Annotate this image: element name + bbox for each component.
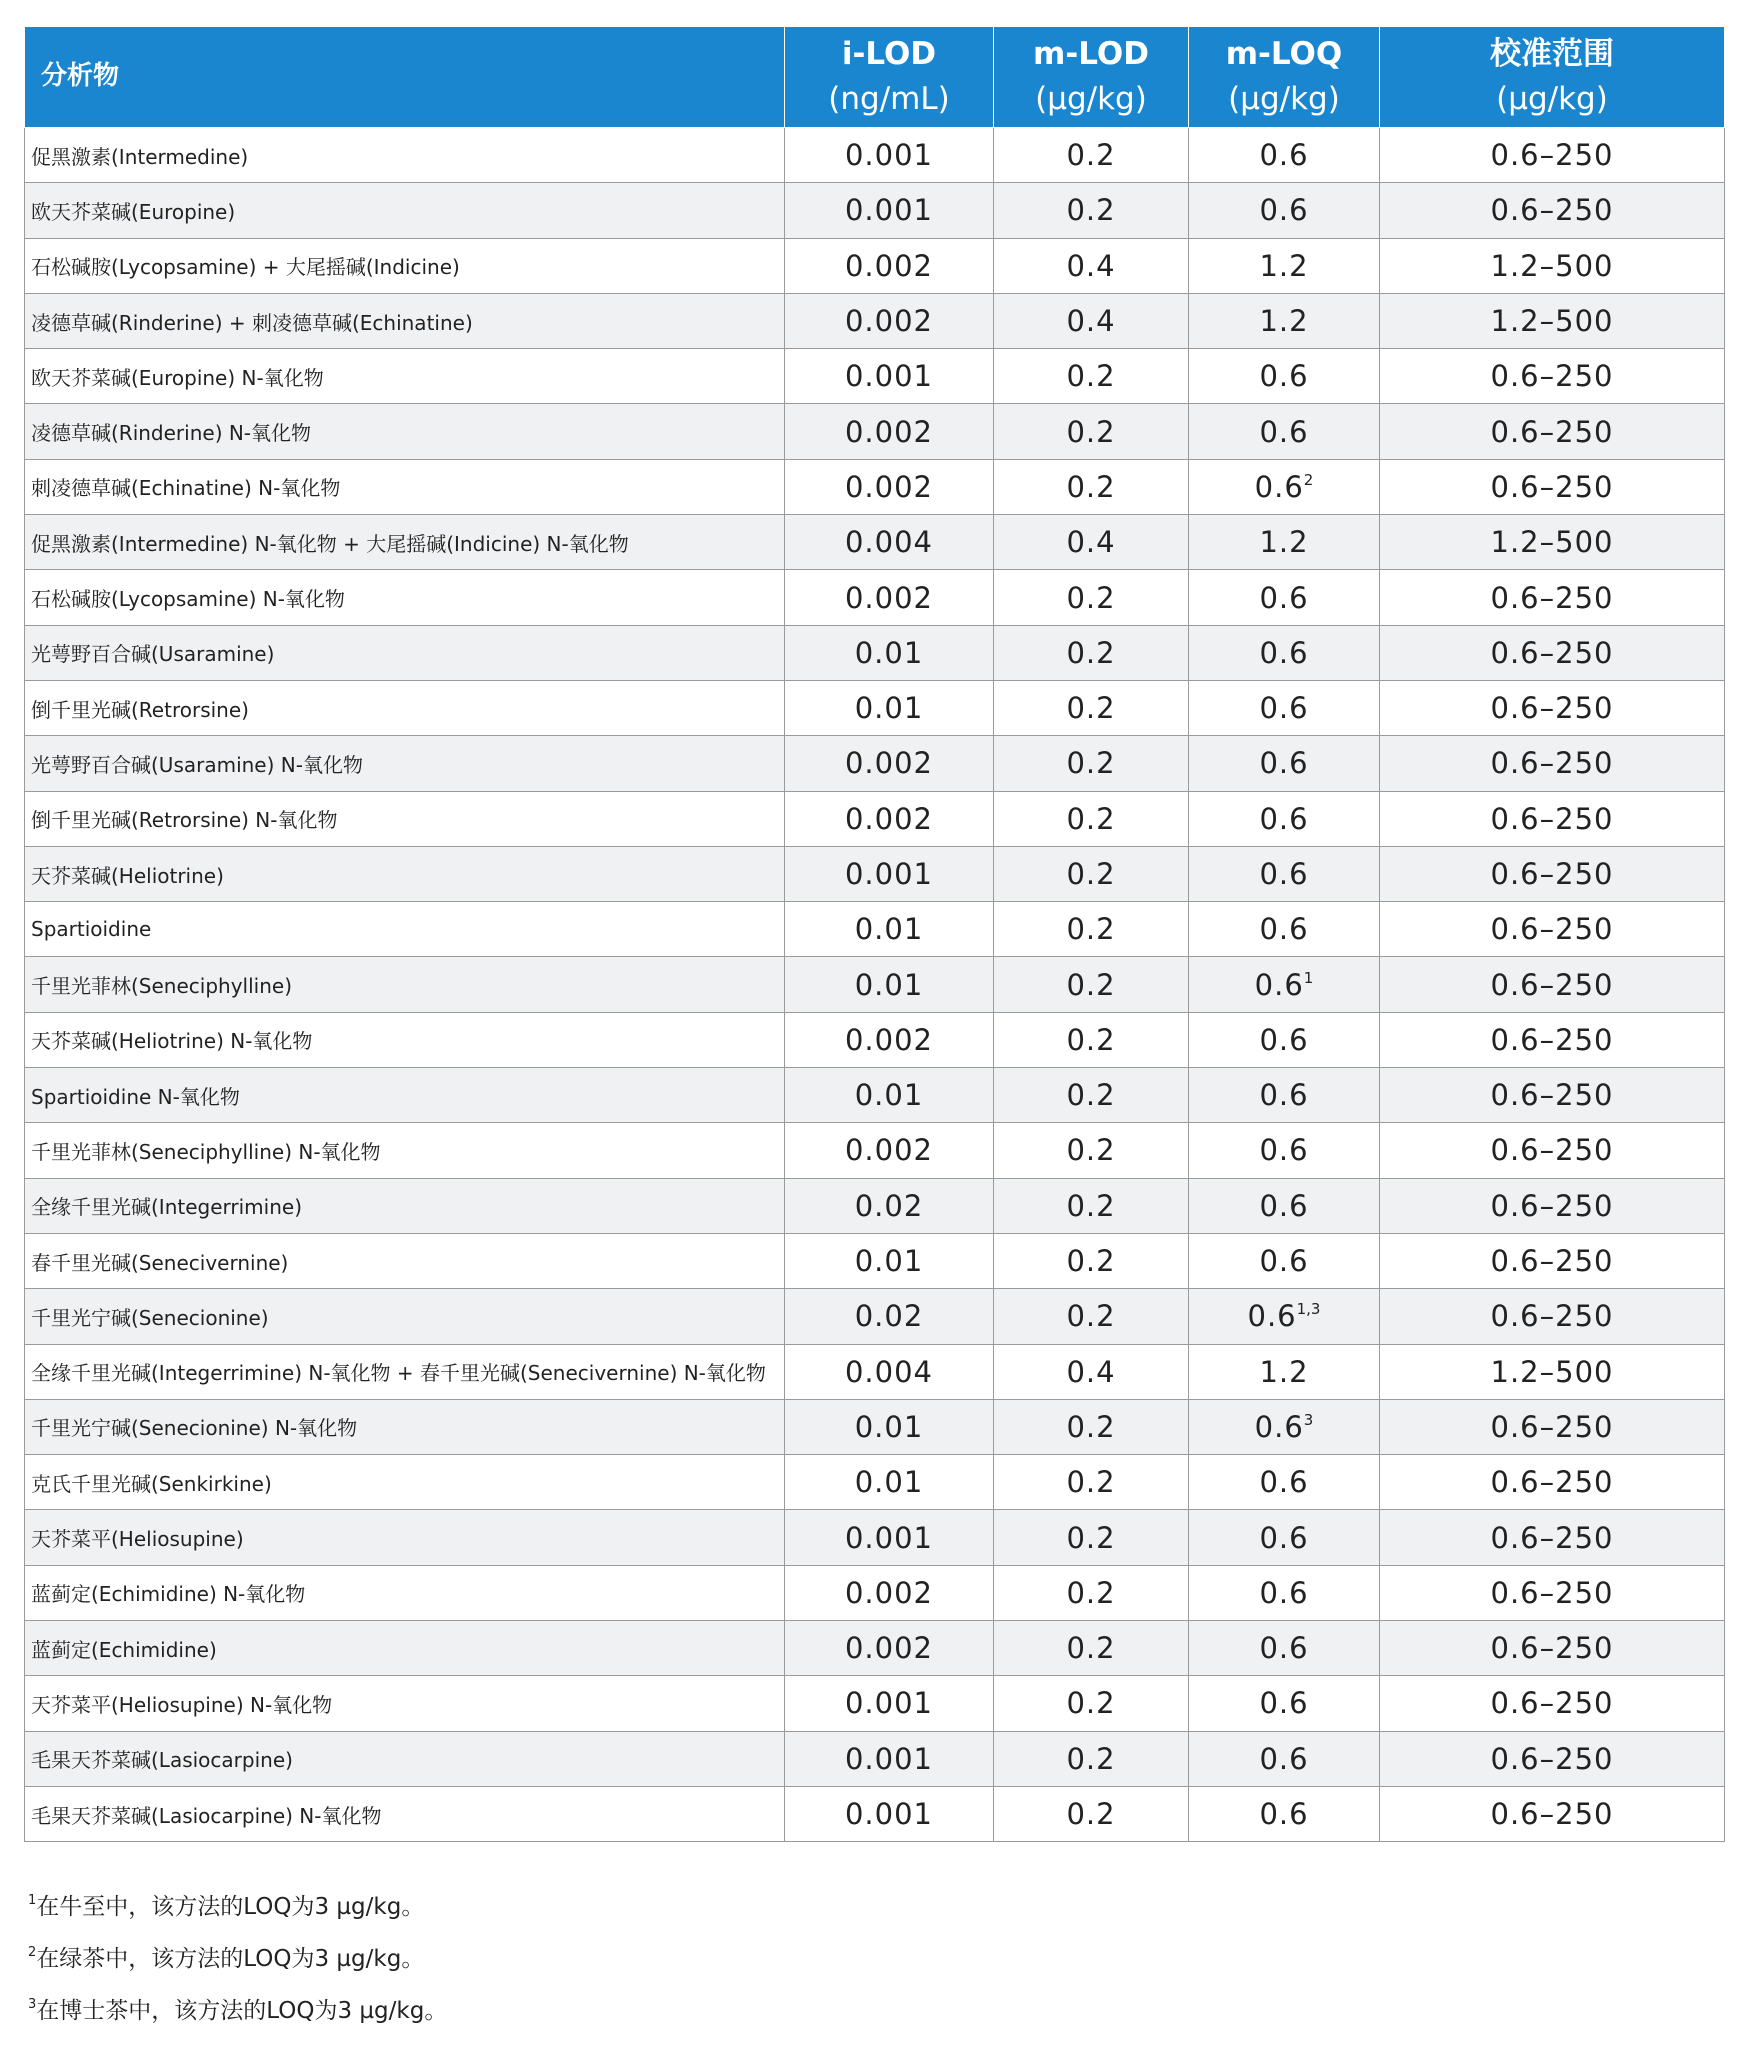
mloq-cell [1189,128,1380,183]
ilod-cell: 0.001 [785,846,994,901]
range-cell: 0.6–250 [1380,1178,1725,1233]
analyte-cell: Spartioidine [25,902,785,957]
mloq-cell [1189,404,1380,459]
mlod-cell: 0.2 [994,1233,1189,1288]
ilod-cell: 0.001 [785,1786,994,1841]
table-row [25,846,1725,901]
ilod-cell: 0.002 [785,791,994,846]
analyte-cell: 石松碱胺(Lycopsamine) N-氧化物 [25,570,785,625]
ilod-cell: 0.004 [785,1344,994,1399]
mloq-value: 0.6 [1259,1520,1309,1555]
mloq-cell [1189,1621,1380,1676]
ilod-cell: 0.01 [785,1233,994,1288]
results-table-container [24,26,1724,1842]
table-header [25,27,1725,128]
mloq-value: 1.2 [1259,248,1309,283]
header-range-unit: (µg/kg) [1496,81,1608,117]
header-analyte: 分析物 [25,27,785,128]
analyte-cell: 千里光菲林(Seneciphylline) [25,957,785,1012]
header-mloq-unit: (µg/kg) [1228,81,1340,117]
range-cell: 0.6–250 [1380,1455,1725,1510]
mloq-value: 0.6 [1259,1133,1309,1168]
range-cell: 0.6–250 [1380,404,1725,459]
range-cell: 0.6–250 [1380,625,1725,680]
analyte-cell: 欧天芥菜碱(Europine) [25,183,785,238]
header-ilod [785,27,994,128]
mlod-cell: 0.2 [994,957,1189,1012]
analyte-cell: 蓝蓟定(Echimidine) [25,1621,785,1676]
mloq-cell [1189,625,1380,680]
table-row [25,128,1725,183]
mloq-cell [1189,1344,1380,1399]
mloq-cell [1189,183,1380,238]
ilod-cell: 0.002 [785,1565,994,1620]
range-cell: 0.6–250 [1380,791,1725,846]
mloq-cell [1189,1565,1380,1620]
analyte-cell: 毛果天芥菜碱(Lasiocarpine) [25,1731,785,1786]
table-row [25,625,1725,680]
range-cell: 0.6–250 [1380,1676,1725,1731]
analyte-cell: 春千里光碱(Senecivernine) [25,1233,785,1288]
table-row [25,1233,1725,1288]
mlod-cell: 0.2 [994,459,1189,514]
ilod-cell: 0.002 [785,238,994,293]
analyte-cell: 天芥菜碱(Heliotrine) [25,846,785,901]
table-row [25,1621,1725,1676]
mloq-value: 0.6 [1259,857,1309,891]
mloq-cell [1189,1731,1380,1786]
mlod-cell: 0.2 [994,625,1189,680]
footnote-mark: 2 [28,1945,37,1960]
ilod-cell: 0.001 [785,128,994,183]
analyte-cell: 欧天芥菜碱(Europine) N-氧化物 [25,349,785,404]
mloq-value: 1.2 [1259,525,1309,560]
mlod-cell: 0.4 [994,1344,1189,1399]
mloq-cell [1189,1676,1380,1731]
analyte-cell: 凌德草碱(Rinderine) N-氧化物 [25,404,785,459]
mloq-value: 0.6 [1259,414,1309,449]
ilod-cell: 0.01 [785,1068,994,1123]
header-ilod-title: i-LOD [841,36,937,73]
mloq-cell [1189,957,1380,1012]
mlod-cell: 0.2 [994,404,1189,459]
analyte-cell: 光萼野百合碱(Usaramine) N-氧化物 [25,736,785,791]
mloq-value: 0.6 [1259,635,1309,670]
table-row [25,1289,1725,1344]
ilod-cell: 0.001 [785,1510,994,1565]
table-row [25,404,1725,459]
table-row [25,1399,1725,1454]
table-row [25,1676,1725,1731]
analyte-cell: 倒千里光碱(Retrorsine) [25,680,785,735]
footnote-text: 在博士茶中，该方法的LOQ为3 µg/kg。 [36,1998,448,2024]
table-row [25,1068,1725,1123]
analyte-cell: 石松碱胺(Lycopsamine) + 大尾摇碱(Indicine) [25,238,785,293]
table-body [25,128,1725,1842]
ilod-cell: 0.001 [785,1731,994,1786]
table-row [25,1123,1725,1178]
table-row [25,1731,1725,1786]
footnote-item [28,1930,447,1982]
range-cell: 1.2–500 [1380,515,1725,570]
mlod-cell: 0.2 [994,846,1189,901]
mloq-value: 0.6 [1259,359,1309,394]
table-row [25,680,1725,735]
ilod-cell: 0.002 [785,459,994,514]
analyte-cell: 刺凌德草碱(Echinatine) N-氧化物 [25,459,785,514]
ilod-cell: 0.002 [785,404,994,459]
footnote-marker: 1 [1303,968,1314,987]
analyte-cell: 光萼野百合碱(Usaramine) [25,625,785,680]
table-row [25,1786,1725,1841]
mloq-value: 0.6 [1259,193,1309,228]
mlod-cell: 0.2 [994,128,1189,183]
mloq-cell [1189,1068,1380,1123]
ilod-cell: 0.01 [785,625,994,680]
mloq-cell [1189,1786,1380,1841]
table-row [25,902,1725,957]
mloq-value: 0.6 [1259,1631,1309,1666]
mloq-cell [1189,1123,1380,1178]
header-range-title: 校准范围 [1490,36,1614,73]
table-row [25,459,1725,514]
mloq-cell [1189,1289,1380,1344]
range-cell: 0.6–250 [1380,957,1725,1012]
mloq-value: 0.6 [1259,1078,1309,1113]
ilod-cell: 0.001 [785,1676,994,1731]
mloq-cell [1189,1455,1380,1510]
range-cell: 0.6–250 [1380,183,1725,238]
analyte-cell: 全缘千里光碱(Integerrimine) [25,1178,785,1233]
mloq-value: 0.6 [1254,469,1304,504]
range-cell: 0.6–250 [1380,349,1725,404]
header-range [1380,27,1725,128]
table-row [25,1565,1725,1620]
mlod-cell: 0.2 [994,1565,1189,1620]
footnote-item [28,1982,447,2034]
analyte-cell: Spartioidine N-氧化物 [25,1068,785,1123]
mloq-value: 0.6 [1259,1022,1309,1057]
mloq-cell [1189,459,1380,514]
mlod-cell: 0.4 [994,515,1189,570]
mloq-value: 0.6 [1259,912,1309,947]
table-row [25,1178,1725,1233]
table-row [25,1455,1725,1510]
mloq-cell [1189,293,1380,348]
header-mlod-unit: (µg/kg) [1035,81,1147,117]
mloq-value: 0.6 [1259,138,1309,173]
mlod-cell: 0.2 [994,570,1189,625]
ilod-cell: 0.002 [785,1012,994,1067]
mlod-cell: 0.2 [994,349,1189,404]
mlod-cell: 0.4 [994,238,1189,293]
range-cell: 0.6–250 [1380,459,1725,514]
ilod-cell: 0.004 [785,515,994,570]
mlod-cell: 0.2 [994,736,1189,791]
range-cell: 0.6–250 [1380,1233,1725,1288]
mlod-cell: 0.2 [994,1676,1189,1731]
mlod-cell: 0.2 [994,1123,1189,1178]
footnotes [28,1878,447,2034]
ilod-cell: 0.02 [785,1289,994,1344]
range-cell: 0.6–250 [1380,1621,1725,1676]
analyte-cell: 天芥菜碱(Heliotrine) N-氧化物 [25,1012,785,1067]
mloq-value: 0.6 [1259,580,1309,615]
range-cell: 1.2–500 [1380,1344,1725,1399]
range-cell: 0.6–250 [1380,1399,1725,1454]
range-cell: 0.6–250 [1380,680,1725,735]
table-row [25,791,1725,846]
analyte-cell: 凌德草碱(Rinderine) + 刺凌德草碱(Echinatine) [25,293,785,348]
mloq-value: 1.2 [1259,304,1309,339]
table-row [25,183,1725,238]
ilod-cell: 0.002 [785,1123,994,1178]
ilod-cell: 0.01 [785,902,994,957]
range-cell: 1.2–500 [1380,238,1725,293]
mloq-value: 0.6 [1259,1741,1309,1776]
range-cell: 0.6–250 [1380,1786,1725,1841]
range-cell: 0.6–250 [1380,902,1725,957]
table-row [25,736,1725,791]
table-row [25,515,1725,570]
analyte-cell: 毛果天芥菜碱(Lasiocarpine) N-氧化物 [25,1786,785,1841]
table-row [25,570,1725,625]
mloq-value: 0.6 [1259,1188,1309,1223]
mlod-cell: 0.2 [994,1012,1189,1067]
mlod-cell: 0.2 [994,1455,1189,1510]
mlod-cell: 0.2 [994,680,1189,735]
analyte-cell: 天芥菜平(Heliosupine) [25,1510,785,1565]
range-cell: 0.6–250 [1380,1565,1725,1620]
mloq-cell [1189,680,1380,735]
range-cell: 0.6–250 [1380,1123,1725,1178]
footnote-text: 在绿茶中，该方法的LOQ为3 µg/kg。 [36,1946,425,1972]
table-row [25,238,1725,293]
header-mloq [1189,27,1380,128]
range-cell: 1.2–500 [1380,293,1725,348]
table-row [25,1344,1725,1399]
analyte-cell: 全缘千里光碱(Integerrimine) N-氧化物 + 春千里光碱(Senecivernine) N-氧化物 [25,1344,785,1399]
analyte-cell: 千里光宁碱(Senecionine) [25,1289,785,1344]
range-cell: 0.6–250 [1380,1068,1725,1123]
mloq-cell [1189,238,1380,293]
mlod-cell: 0.2 [994,183,1189,238]
mloq-value: 1.2 [1259,1354,1309,1389]
ilod-cell: 0.001 [785,183,994,238]
ilod-cell: 0.002 [785,570,994,625]
footnote-item [28,1878,447,1930]
ilod-cell: 0.01 [785,957,994,1012]
footnote-text: 在牛至中，该方法的LOQ为3 µg/kg。 [36,1894,425,1920]
mloq-value: 0.6 [1259,1465,1309,1500]
mloq-value: 0.6 [1259,1244,1309,1279]
mloq-value: 0.6 [1259,801,1309,836]
ilod-cell: 0.002 [785,293,994,348]
ilod-cell: 0.01 [785,1455,994,1510]
table-row [25,957,1725,1012]
mloq-value: 0.6 [1259,691,1309,726]
mlod-cell: 0.2 [994,1786,1189,1841]
mlod-cell: 0.2 [994,1510,1189,1565]
footnote-mark: 1 [28,1893,37,1908]
table-row [25,1012,1725,1067]
mlod-cell: 0.2 [994,1399,1189,1454]
mlod-cell: 0.4 [994,293,1189,348]
ilod-cell: 0.002 [785,736,994,791]
ilod-cell: 0.02 [785,1178,994,1233]
header-ilod-unit: (ng/mL) [828,81,950,117]
footnote-marker: 3 [1303,1410,1314,1429]
analyte-cell: 倒千里光碱(Retrorsine) N-氧化物 [25,791,785,846]
mloq-cell [1189,736,1380,791]
analyte-cell: 天芥菜平(Heliosupine) N-氧化物 [25,1676,785,1731]
header-mlod-title: m-LOD [1033,36,1149,73]
ilod-cell: 0.01 [785,1399,994,1454]
mloq-value: 0.6 [1247,1299,1297,1334]
mloq-value: 0.6 [1259,1797,1309,1832]
mloq-cell [1189,1012,1380,1067]
table-row [25,293,1725,348]
mloq-cell [1189,1510,1380,1565]
mloq-cell [1189,902,1380,957]
mloq-cell [1189,1233,1380,1288]
footnote-marker: 1,3 [1296,1300,1321,1319]
mloq-value: 0.6 [1254,1409,1304,1444]
range-cell: 0.6–250 [1380,1289,1725,1344]
analyte-cell: 千里光宁碱(Senecionine) N-氧化物 [25,1399,785,1454]
analyte-cell: 蓝蓟定(Echimidine) N-氧化物 [25,1565,785,1620]
header-row [25,27,1725,128]
mlod-cell: 0.2 [994,1068,1189,1123]
ilod-cell: 0.001 [785,349,994,404]
mloq-cell [1189,846,1380,901]
mlod-cell: 0.2 [994,1289,1189,1344]
mlod-cell: 0.2 [994,1731,1189,1786]
table-row [25,1510,1725,1565]
header-mlod [994,27,1189,128]
analyte-cell: 千里光菲林(Seneciphylline) N-氧化物 [25,1123,785,1178]
footnote-mark: 3 [28,1997,37,2012]
range-cell: 0.6–250 [1380,1731,1725,1786]
mloq-value: 0.6 [1254,967,1304,1002]
analyte-cell: 克氏千里光碱(Senkirkine) [25,1455,785,1510]
range-cell: 0.6–250 [1380,1510,1725,1565]
mlod-cell: 0.2 [994,1178,1189,1233]
ilod-cell: 0.01 [785,680,994,735]
range-cell: 0.6–250 [1380,570,1725,625]
ilod-cell: 0.002 [785,1621,994,1676]
mloq-value: 0.6 [1259,746,1309,781]
mloq-value: 0.6 [1259,1686,1309,1721]
table-row [25,349,1725,404]
footnote-marker: 2 [1303,470,1314,489]
header-mloq-title: m-LOQ [1225,36,1343,73]
range-cell: 0.6–250 [1380,736,1725,791]
mloq-cell [1189,515,1380,570]
mloq-cell [1189,791,1380,846]
lod-loq-table [24,26,1725,1842]
mloq-cell [1189,349,1380,404]
range-cell: 0.6–250 [1380,1012,1725,1067]
mloq-cell [1189,570,1380,625]
mloq-value: 0.6 [1259,1575,1309,1610]
range-cell: 0.6–250 [1380,846,1725,901]
mlod-cell: 0.2 [994,1621,1189,1676]
mlod-cell: 0.2 [994,902,1189,957]
analyte-cell: 促黑激素(Intermedine) N-氧化物 + 大尾摇碱(Indicine) N-氧化物 [25,515,785,570]
range-cell: 0.6–250 [1380,128,1725,183]
mloq-cell [1189,1178,1380,1233]
analyte-cell: 促黑激素(Intermedine) [25,128,785,183]
mloq-cell [1189,1399,1380,1454]
mlod-cell: 0.2 [994,791,1189,846]
